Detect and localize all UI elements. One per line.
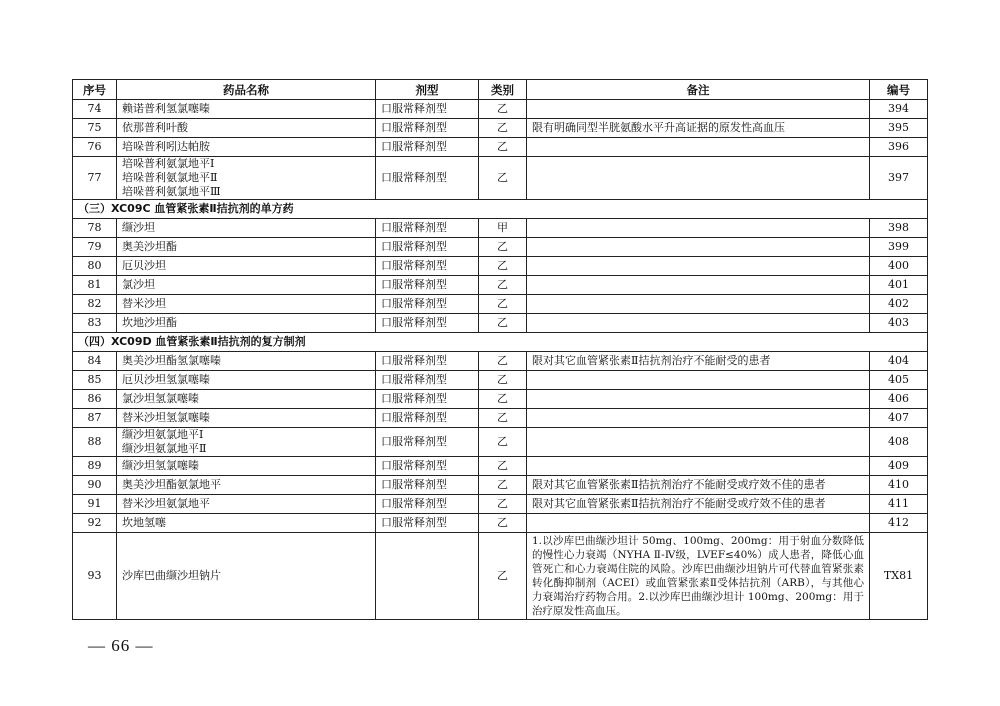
row-category: 乙 [479, 533, 527, 620]
section-3-group [73, 333, 928, 352]
drug-name-line: 培哚普利氨氯地平Ⅲ [122, 185, 221, 198]
header-category: 类别 [479, 80, 527, 100]
row-name [117, 157, 376, 200]
row-code: 409 [870, 457, 928, 476]
row-no: 88 [73, 428, 117, 457]
drug-name-line: 氯沙坦 [122, 278, 155, 291]
table-row [73, 100, 928, 119]
row-no: 81 [73, 276, 117, 295]
row-name [117, 409, 376, 428]
row-no: 86 [73, 390, 117, 409]
row-no: 74 [73, 100, 117, 119]
row-category: 乙 [479, 476, 527, 495]
row-category: 甲 [479, 219, 527, 238]
row-category: 乙 [479, 238, 527, 257]
row-category: 乙 [479, 119, 527, 138]
table-row [73, 238, 928, 257]
section-title: （三）XC09C 血管紧张素Ⅱ拮抗剂的单方药 [73, 200, 928, 219]
drug-name-line: 奥美沙坦酯氨氯地平 [122, 478, 221, 491]
row-form: 口服常释剂型 [376, 219, 479, 238]
row-note [527, 390, 870, 409]
row-form: 口服常释剂型 [376, 295, 479, 314]
header-name: 药品名称 [117, 80, 376, 100]
drug-name-line: 缬沙坦氢氯噻嗪 [122, 459, 199, 472]
row-no: 77 [73, 157, 117, 200]
row-no: 83 [73, 314, 117, 333]
table-row [73, 295, 928, 314]
header-no: 序号 [73, 80, 117, 100]
row-category: 乙 [479, 409, 527, 428]
row-category: 乙 [479, 390, 527, 409]
drug-name-line: 依那普利叶酸 [122, 121, 188, 134]
row-form: 口服常释剂型 [376, 238, 479, 257]
row-code: 406 [870, 390, 928, 409]
row-category: 乙 [479, 100, 527, 119]
row-category: 乙 [479, 295, 527, 314]
table-body-group-4 [73, 533, 928, 620]
row-form: 口服常释剂型 [376, 276, 479, 295]
table-row [73, 257, 928, 276]
drug-name-line: 厄贝沙坦 [122, 259, 166, 272]
row-name [117, 352, 376, 371]
row-name [117, 119, 376, 138]
row-code: 394 [870, 100, 928, 119]
table-row [73, 428, 928, 457]
table-row [73, 219, 928, 238]
row-form: 口服常释剂型 [376, 157, 479, 200]
drug-name-line: 缬沙坦氨氯地平Ⅰ [122, 428, 204, 441]
drug-name-line: 替米沙坦氨氯地平 [122, 497, 210, 510]
row-form: 口服常释剂型 [376, 495, 479, 514]
row-category: 乙 [479, 352, 527, 371]
row-note: 限对其它血管紧张素Ⅱ拮抗剂治疗不能耐受或疗效不佳的患者 [527, 476, 870, 495]
table-row [73, 157, 928, 200]
table-body-group-3 [73, 352, 928, 533]
row-name [117, 457, 376, 476]
section-title: （四）XC09D 血管紧张素Ⅱ拮抗剂的复方制剂 [73, 333, 928, 352]
table-row [73, 138, 928, 157]
row-name [117, 257, 376, 276]
row-name: 沙库巴曲缬沙坦钠片 [117, 533, 376, 620]
row-no: 91 [73, 495, 117, 514]
row-code: 411 [870, 495, 928, 514]
row-form: 口服常释剂型 [376, 352, 479, 371]
row-note: 1.以沙库巴曲缬沙坦计 50mg、100mg、200mg：用于射血分数降低的慢性心力衰竭（NYHA Ⅱ-Ⅳ级，LVEF≤40%）成人患者，降低心血管死亡和心力衰竭住院的风险。沙库巴曲缬沙坦钠片可代替血管紧张素转化酶抑制剂（ACEI）或血管紧张素Ⅱ受体拮抗剂（ARB），与其他心力衰竭治疗药物合用。2.以沙库巴曲缬沙坦计 100mg、200mg：用于治疗原发性高血压。 [527, 533, 870, 620]
row-no: 75 [73, 119, 117, 138]
row-name [117, 219, 376, 238]
row-category: 乙 [479, 495, 527, 514]
row-note [527, 157, 870, 200]
row-note [527, 238, 870, 257]
table-row [73, 457, 928, 476]
row-code: 402 [870, 295, 928, 314]
row-form: 口服常释剂型 [376, 457, 479, 476]
table-row [73, 495, 928, 514]
row-name [117, 476, 376, 495]
drug-name-line: 奥美沙坦酯氢氯噻嗪 [122, 354, 221, 367]
row-category: 乙 [479, 157, 527, 200]
row-name [117, 138, 376, 157]
row-note [527, 371, 870, 390]
row-name [117, 371, 376, 390]
table-row [73, 119, 928, 138]
header-note: 备注 [527, 80, 870, 100]
row-no: 90 [73, 476, 117, 495]
drug-name-line: 缬沙坦氨氯地平Ⅱ [122, 442, 207, 455]
row-category: 乙 [479, 276, 527, 295]
row-note [527, 138, 870, 157]
row-category: 乙 [479, 457, 527, 476]
row-code: 404 [870, 352, 928, 371]
page-number: — 66 — [88, 636, 154, 655]
row-no: 89 [73, 457, 117, 476]
row-note [527, 457, 870, 476]
row-name [117, 238, 376, 257]
row-note: 限有明确同型半胱氨酸水平升高证据的原发性高血压 [527, 119, 870, 138]
row-form: 口服常释剂型 [376, 514, 479, 533]
row-code: 398 [870, 219, 928, 238]
row-name [117, 295, 376, 314]
row-name [117, 495, 376, 514]
row-no: 80 [73, 257, 117, 276]
row-code: 410 [870, 476, 928, 495]
row-code: 396 [870, 138, 928, 157]
table-row [73, 390, 928, 409]
table-body-group-1 [73, 100, 928, 200]
table-row [73, 276, 928, 295]
table-row [73, 314, 928, 333]
row-code: 405 [870, 371, 928, 390]
table-row [73, 352, 928, 371]
section-row [73, 200, 928, 219]
drug-name-line: 氯沙坦氢氯噻嗪 [122, 392, 199, 405]
row-category: 乙 [479, 514, 527, 533]
row-category: 乙 [479, 257, 527, 276]
row-no: 92 [73, 514, 117, 533]
section-2-group [73, 200, 928, 219]
drug-name-line: 缬沙坦 [122, 221, 155, 234]
row-no: 78 [73, 219, 117, 238]
row-note [527, 514, 870, 533]
row-no: 87 [73, 409, 117, 428]
drug-name-line: 厄贝沙坦氢氯噻嗪 [122, 373, 210, 386]
table-row [73, 409, 928, 428]
row-name [117, 390, 376, 409]
row-code: TX81 [870, 533, 928, 620]
row-form [376, 533, 479, 620]
row-name [117, 514, 376, 533]
table-row [73, 371, 928, 390]
table-row [73, 533, 928, 620]
row-code: 403 [870, 314, 928, 333]
row-name [117, 276, 376, 295]
row-code: 408 [870, 428, 928, 457]
row-name [117, 314, 376, 333]
row-name [117, 100, 376, 119]
drug-name-line: 培哚普利氨氯地平Ⅰ [122, 157, 215, 170]
row-form: 口服常释剂型 [376, 100, 479, 119]
table-row [73, 514, 928, 533]
row-form: 口服常释剂型 [376, 428, 479, 457]
row-name [117, 428, 376, 457]
row-form: 口服常释剂型 [376, 409, 479, 428]
drug-name-line: 赖诺普利氢氯噻嗪 [122, 102, 210, 115]
drug-name-line: 坎地氢噻 [122, 516, 166, 529]
row-form: 口服常释剂型 [376, 390, 479, 409]
row-no: 93 [73, 533, 117, 620]
row-category: 乙 [479, 314, 527, 333]
table-header-row [73, 80, 928, 100]
drug-name-line: 奥美沙坦酯 [122, 240, 177, 253]
row-form: 口服常释剂型 [376, 314, 479, 333]
drug-name-line: 替米沙坦氢氯噻嗪 [122, 411, 210, 424]
row-form: 口服常释剂型 [376, 371, 479, 390]
row-no: 79 [73, 238, 117, 257]
row-code: 400 [870, 257, 928, 276]
row-category: 乙 [479, 138, 527, 157]
drug-name-line: 培哚普利氨氯地平Ⅱ [122, 171, 218, 184]
row-form: 口服常释剂型 [376, 138, 479, 157]
row-code: 395 [870, 119, 928, 138]
row-no: 76 [73, 138, 117, 157]
row-category: 乙 [479, 371, 527, 390]
row-note [527, 257, 870, 276]
row-note: 限对其它血管紧张素Ⅱ拮抗剂治疗不能耐受或疗效不佳的患者 [527, 495, 870, 514]
row-form: 口服常释剂型 [376, 119, 479, 138]
row-note [527, 409, 870, 428]
row-code: 399 [870, 238, 928, 257]
row-no: 85 [73, 371, 117, 390]
row-category: 乙 [479, 428, 527, 457]
row-note [527, 219, 870, 238]
row-note [527, 314, 870, 333]
row-note [527, 276, 870, 295]
table-body-group-2 [73, 219, 928, 333]
drug-name-line: 坎地沙坦酯 [122, 316, 177, 329]
section-row [73, 333, 928, 352]
row-note [527, 428, 870, 457]
row-no: 84 [73, 352, 117, 371]
header-code: 编号 [870, 80, 928, 100]
row-code: 412 [870, 514, 928, 533]
drug-table [72, 79, 928, 620]
row-no: 82 [73, 295, 117, 314]
row-note: 限对其它血管紧张素Ⅱ拮抗剂治疗不能耐受的患者 [527, 352, 870, 371]
row-note [527, 100, 870, 119]
table-row [73, 476, 928, 495]
row-code: 401 [870, 276, 928, 295]
header-form: 剂型 [376, 80, 479, 100]
drug-name-line: 替米沙坦 [122, 297, 166, 310]
row-form: 口服常释剂型 [376, 257, 479, 276]
row-form: 口服常释剂型 [376, 476, 479, 495]
drug-name-line: 培哚普利吲达帕胺 [122, 140, 210, 153]
row-code: 397 [870, 157, 928, 200]
row-note [527, 295, 870, 314]
row-code: 407 [870, 409, 928, 428]
